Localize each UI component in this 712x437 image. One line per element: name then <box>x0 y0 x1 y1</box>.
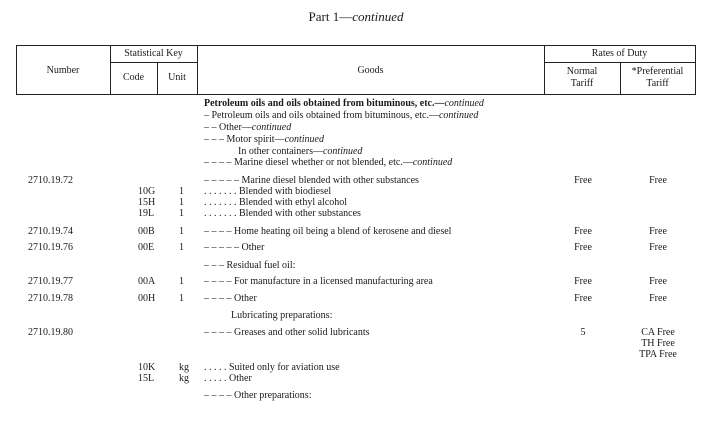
tariff-number: 2710.19.74 <box>28 226 73 237</box>
header-code: Code <box>122 72 145 83</box>
goods-description: – – – – Home heating oil being a blend of kerosene and diesel <box>204 226 452 237</box>
stat-code: 00H <box>138 293 156 304</box>
col-divider <box>695 45 696 95</box>
goods-description: . . . . . . . Blended with other substances <box>204 208 361 219</box>
preferential-tariff: Free <box>649 242 667 253</box>
stat-unit: 1 <box>179 242 184 253</box>
stat-unit: 1 <box>179 276 184 287</box>
stat-unit: 1 <box>179 186 184 197</box>
goods-description: – – – – – Marine diesel blended with other substances <box>204 175 419 186</box>
intro-line: – – – Motor spirit—continued <box>204 134 324 145</box>
goods-description: . . . . . . . Blended with ethyl alcohol <box>204 197 348 208</box>
stat-code: 00E <box>138 242 155 253</box>
header-number: Number <box>46 65 80 76</box>
goods-heading: – – – – Other preparations: <box>204 390 312 401</box>
intro-line: Petroleum oils and oils obtained from bituminous, etc.—continued <box>204 98 484 109</box>
stat-code: 00A <box>138 276 156 287</box>
goods-heading: Lubricating preparations: <box>231 310 333 321</box>
goods-description: – – – – Greases and other solid lubricants <box>204 327 370 338</box>
page-title: Part 1—continued <box>308 9 404 24</box>
header-statistical-key: Statistical Key <box>124 48 183 59</box>
normal-tariff: Free <box>574 293 592 304</box>
normal-tariff: 5 <box>580 327 586 338</box>
normal-tariff: Free <box>574 242 592 253</box>
preferential-tariff: TPA Free <box>639 349 677 360</box>
stat-code: 00B <box>138 226 155 237</box>
stat-code: 10G <box>138 186 156 197</box>
preferential-tariff: Free <box>649 293 667 304</box>
stat-unit: 1 <box>179 293 184 304</box>
header-top-rule <box>16 45 695 46</box>
tariff-number: 2710.19.76 <box>28 242 73 253</box>
tariff-number: 2710.19.80 <box>28 327 73 338</box>
stat-unit: 1 <box>179 226 184 237</box>
tariff-number: 2710.19.77 <box>28 276 73 287</box>
goods-description: . . . . . Suited only for aviation use <box>204 362 340 373</box>
stat-unit: 1 <box>179 208 184 219</box>
intro-line: – Petroleum oils and oils obtained from bituminous, etc.—continued <box>204 110 479 121</box>
header-normal-tariff: Normal Tariff <box>566 66 598 89</box>
normal-tariff: Free <box>574 175 592 186</box>
stat-code: 10K <box>138 362 156 373</box>
goods-description: – – – – – Other <box>204 242 265 253</box>
goods-description: – – – – Other <box>204 293 257 304</box>
preferential-tariff: CA Free <box>641 327 675 338</box>
normal-tariff: Free <box>574 226 592 237</box>
intro-line: In other containers—continued <box>238 146 363 157</box>
header-preferential-tariff: *Preferential Tariff <box>631 66 684 89</box>
preferential-tariff: Free <box>649 226 667 237</box>
stat-unit: 1 <box>179 197 184 208</box>
preferential-tariff: Free <box>649 276 667 287</box>
goods-description: . . . . . . . Blended with biodiesel <box>204 186 332 197</box>
header-bottom-rule <box>16 94 695 95</box>
stat-unit: kg <box>179 373 189 384</box>
tariff-number: 2710.19.72 <box>28 175 73 186</box>
header-goods: Goods <box>357 65 384 76</box>
goods-description: – – – – For manufacture in a licensed manufacturing area <box>204 276 433 287</box>
preferential-tariff: Free <box>649 175 667 186</box>
statkey-rule <box>110 62 197 63</box>
header-unit: Unit <box>168 72 186 83</box>
goods-description: . . . . . Other <box>204 373 252 384</box>
stat-code: 19L <box>138 208 155 219</box>
tariff-number: 2710.19.78 <box>28 293 73 304</box>
intro-line: – – Other—continued <box>204 122 292 133</box>
preferential-tariff: TH Free <box>641 338 675 349</box>
stat-unit: kg <box>179 362 189 373</box>
normal-tariff: Free <box>574 276 592 287</box>
stat-code: 15H <box>138 197 156 208</box>
goods-heading: – – – Residual fuel oil: <box>204 260 296 271</box>
intro-line: – – – – Marine diesel whether or not blended, etc.—continued <box>204 157 453 168</box>
stat-code: 15L <box>138 373 155 384</box>
header-rates-of-duty: Rates of Duty <box>591 48 648 59</box>
